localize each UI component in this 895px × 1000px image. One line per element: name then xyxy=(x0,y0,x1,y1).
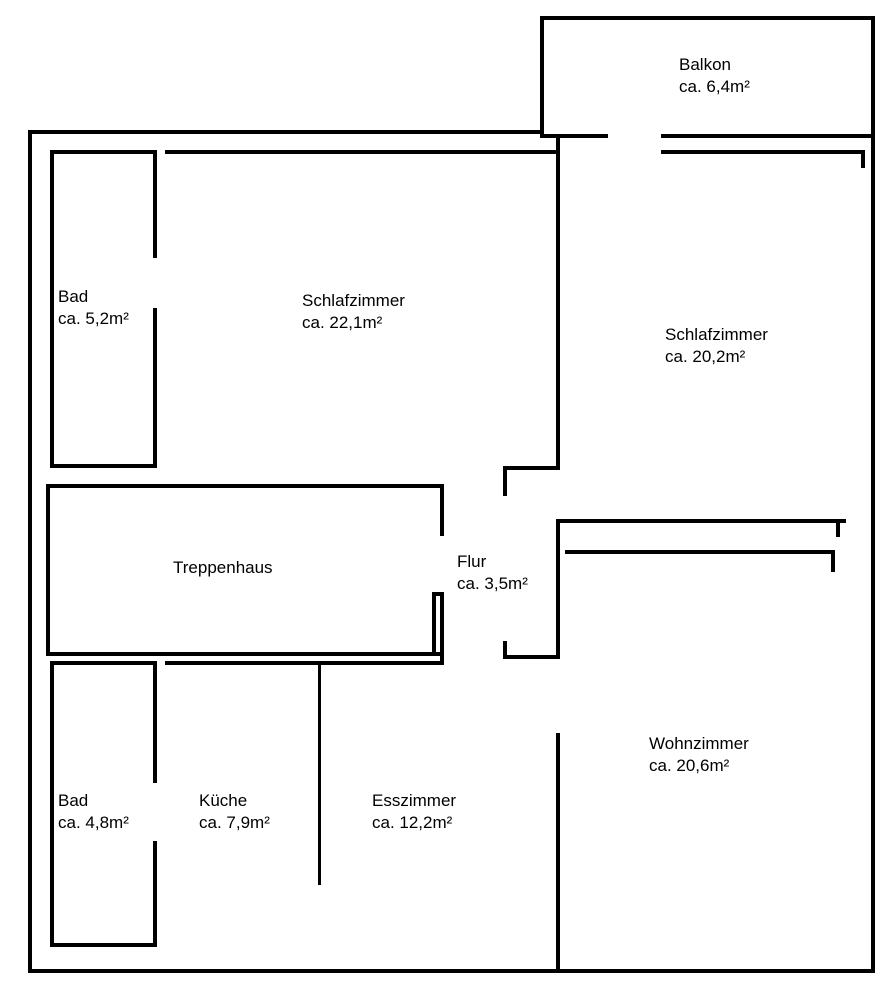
wall-balcony-left xyxy=(540,16,544,134)
wall-spine-lower xyxy=(556,519,560,659)
wall-flur-wohnzimmer-inner-return xyxy=(831,550,835,572)
wall-outer-left xyxy=(28,130,32,973)
wall-left-block-right-lower xyxy=(440,592,444,662)
wall-balcony-bottom-left-seg xyxy=(540,134,608,138)
wall-bath-lower-bottom xyxy=(50,943,157,947)
wall-door-jamb-lower-left xyxy=(503,655,560,659)
wall-stairwell-top xyxy=(46,484,444,488)
wall-flur-wohnzimmer-top xyxy=(556,519,846,523)
room-area-schlafzimmer-2: ca. 20,2m² xyxy=(665,347,746,366)
room-name-wohnzimmer: Wohnzimmer xyxy=(649,734,749,753)
wall-right-bedroom-top xyxy=(661,150,865,154)
room-name-treppenhaus: Treppenhaus xyxy=(173,558,273,577)
room-label-wohnzimmer xyxy=(649,733,749,777)
room-label-schlafzimmer-2 xyxy=(665,324,768,368)
wall-bath-lower-right-b xyxy=(153,841,157,947)
room-name-bad-lower: Bad xyxy=(58,791,89,810)
room-label-bad-upper xyxy=(58,286,129,330)
wall-flur-wohnzimmer-inner xyxy=(565,550,831,554)
wall-right-bedroom-top-right-return xyxy=(861,150,865,168)
wall-bath-upper-right-b xyxy=(153,308,157,468)
room-area-bad-upper: ca. 5,2m² xyxy=(58,309,129,328)
wall-outer-top-right xyxy=(540,16,875,20)
wall-bath-upper-left xyxy=(50,150,54,468)
wall-bath-upper-right-a xyxy=(153,150,157,258)
wall-door-jamb-lower-left-return xyxy=(503,641,507,659)
wall-bath-upper-bottom xyxy=(50,464,157,468)
wall-bath-lower-left xyxy=(50,661,54,947)
wall-outer-bottom xyxy=(28,969,875,973)
room-area-flur: ca. 3,5m² xyxy=(457,574,528,593)
wall-flur-wohnzimmer-top-b xyxy=(836,519,840,537)
wall-balcony-bottom-right-seg xyxy=(661,134,871,138)
wall-door-jamb-upper-left xyxy=(503,466,560,470)
room-area-schlafzimmer-1: ca. 22,1m² xyxy=(302,313,383,332)
wall-outer-right xyxy=(871,16,875,973)
room-area-bad-lower: ca. 4,8m² xyxy=(58,813,129,832)
room-name-kueche: Küche xyxy=(199,791,248,810)
room-label-schlafzimmer-1 xyxy=(302,290,405,334)
wall-bedroom-left-top-inner-2 xyxy=(165,150,556,154)
room-label-esszimmer xyxy=(372,790,456,834)
room-label-flur xyxy=(457,551,528,595)
wall-spine-upper xyxy=(556,134,560,470)
room-name-flur: Flur xyxy=(457,552,487,571)
room-name-bad-upper: Bad xyxy=(58,287,89,306)
wall-bath-lower-right-a xyxy=(153,661,157,783)
room-name-schlafzimmer-2: Schlafzimmer xyxy=(665,325,768,344)
wall-stairwell-right-lower xyxy=(432,592,436,656)
wall-bath-lower-top-a xyxy=(50,661,157,665)
wall-outer-top-left xyxy=(28,130,544,134)
wall-door-jamb-upper-left-return xyxy=(503,466,507,496)
room-area-balkon: ca. 6,4m² xyxy=(679,77,750,96)
room-name-balkon: Balkon xyxy=(679,55,731,74)
room-area-esszimmer: ca. 12,2m² xyxy=(372,813,453,832)
room-name-esszimmer: Esszimmer xyxy=(372,791,457,810)
room-label-balkon xyxy=(679,54,750,98)
wall-stairwell-left xyxy=(46,484,50,656)
room-name-schlafzimmer-1: Schlafzimmer xyxy=(302,291,405,310)
room-label-bad-lower xyxy=(58,790,129,834)
room-label-kueche xyxy=(199,790,270,834)
wall-bath-lower-top-b xyxy=(165,661,444,665)
wall-stairwell-bottom xyxy=(46,652,444,656)
wall-stairwell-right-upper xyxy=(440,484,444,536)
wall-bedroom-left-top-inner xyxy=(50,150,157,154)
room-area-kueche: ca. 7,9m² xyxy=(199,813,270,832)
wall-kitchen-dining-partition xyxy=(318,661,321,885)
wall-wohnzimmer-left xyxy=(556,733,560,973)
room-label-treppenhaus xyxy=(173,557,273,579)
room-area-wohnzimmer: ca. 20,6m² xyxy=(649,756,730,775)
